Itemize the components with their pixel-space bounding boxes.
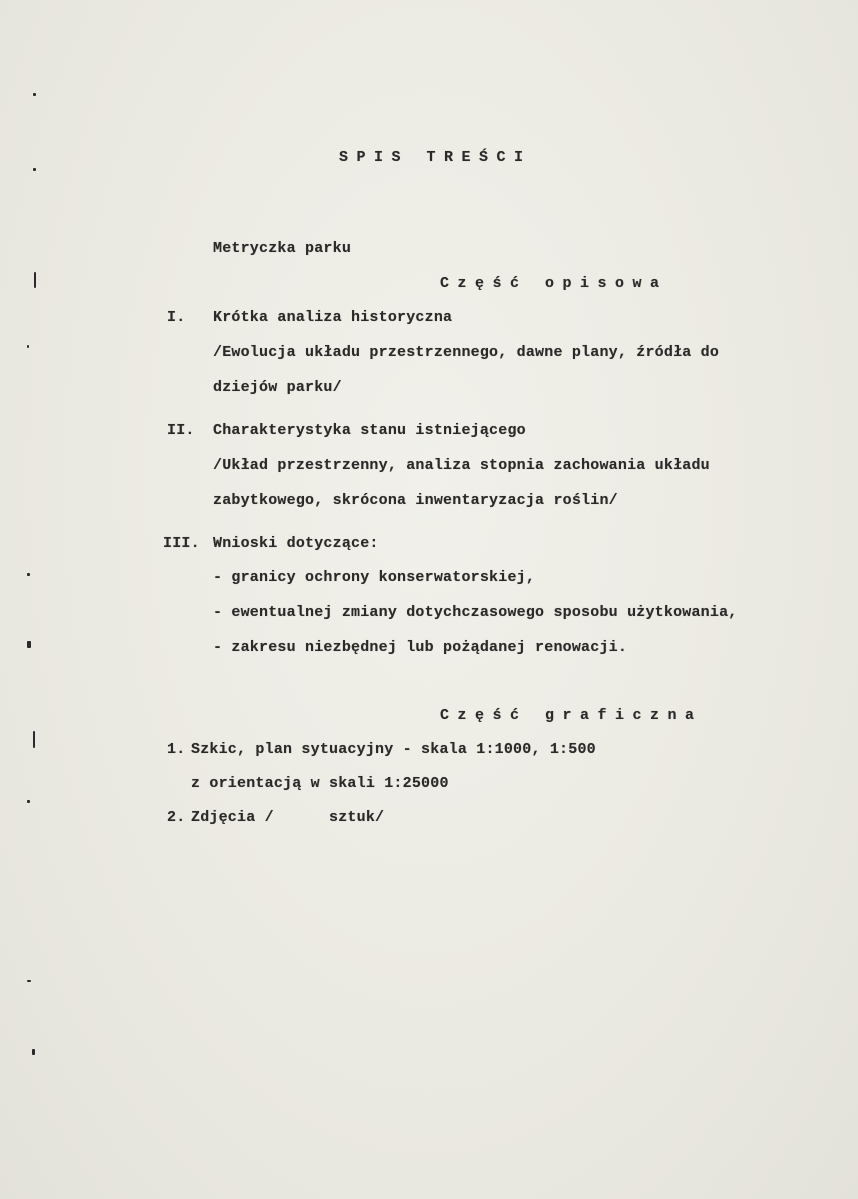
margin-mark	[33, 93, 36, 96]
item-text: Szkic, plan sytuacyjny - skala 1:1000, 1:500	[191, 741, 596, 758]
item-number: 2.	[167, 809, 186, 826]
section-title: Charakterystyka stanu istniejącego	[213, 422, 526, 439]
section-detail: - granicy ochrony konserwatorskiej,	[213, 569, 536, 586]
margin-mark	[27, 800, 30, 803]
margin-mark	[27, 345, 29, 348]
section-number: II.	[167, 422, 195, 439]
section-detail: - ewentualnej zmiany dotychczasowego sposobu użytkowania,	[213, 604, 738, 621]
margin-mark	[34, 272, 36, 288]
margin-mark	[27, 980, 31, 982]
item-text: Zdjęcia / sztuk/	[191, 809, 385, 826]
page-title: SPIS TREŚCI	[339, 149, 532, 166]
item-continuation: z orientacją w skali 1:25000	[191, 775, 449, 792]
margin-mark	[27, 641, 31, 648]
margin-mark	[27, 573, 30, 576]
descriptive-part-heading: Część opisowa	[440, 275, 668, 292]
section-number: I.	[167, 309, 186, 326]
section-title: Krótka analiza historyczna	[213, 309, 453, 326]
section-detail: - zakresu niezbędnej lub pożądanej renowacji.	[213, 639, 628, 656]
section-detail: dziejów parku/	[213, 379, 342, 396]
margin-mark	[32, 1049, 35, 1055]
section-detail: zabytkowego, skrócona inwentaryzacja roślin/	[213, 492, 618, 509]
metryczka-line: Metryczka parku	[213, 240, 352, 257]
section-number: III.	[163, 535, 200, 552]
section-detail: /Ewolucja układu przestrzennego, dawne plany, źródła do	[213, 344, 720, 361]
margin-mark	[33, 731, 35, 748]
section-title: Wnioski dotyczące:	[213, 535, 379, 552]
section-detail: /Układ przestrzenny, analiza stopnia zachowania układu	[213, 457, 710, 474]
graphic-part-heading: Część graficzna	[440, 707, 703, 724]
item-number: 1.	[167, 741, 186, 758]
margin-mark	[33, 168, 36, 171]
